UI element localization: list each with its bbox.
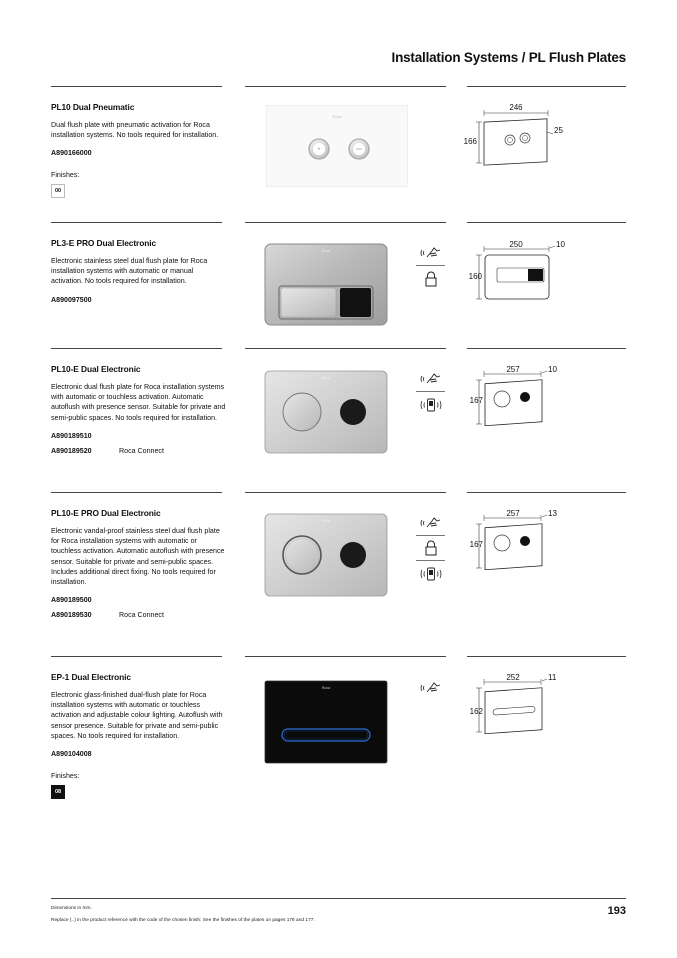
lock-icon xyxy=(416,536,445,561)
feature-icons xyxy=(416,367,445,417)
product-description: Electronic stainless steel dual flush plate for Roca installation systems with automatic or manual activation. No tools required for installation. xyxy=(51,257,208,286)
footnote-finish-code: Replace (..) in the product reference with the code of the chosen finish: See the finishes of the plates on pages 176 and 177. xyxy=(51,918,315,923)
product-title: PL10 Dual Pneumatic xyxy=(51,102,135,112)
product-pl10-dual-pneumatic xyxy=(51,86,626,216)
reference-row xyxy=(51,608,226,623)
divider xyxy=(416,348,445,349)
product-description: Dual flush plate with pneumatic activation for Roca installation systems. No tools required for installation. xyxy=(51,121,219,140)
touchless-activation-icon xyxy=(416,241,445,266)
divider xyxy=(467,656,626,657)
footnote-dimensions: Dimensions in mm. xyxy=(51,906,92,911)
finish-swatch: 00 xyxy=(51,184,65,198)
divider xyxy=(416,222,445,223)
divider xyxy=(467,492,626,493)
reference-note: Roca Connect xyxy=(119,446,164,455)
divider xyxy=(245,86,446,87)
divider xyxy=(416,492,445,493)
product-title: PL10-E PRO Dual Electronic xyxy=(51,508,161,518)
dimension-drawing xyxy=(467,506,587,581)
product-description: Electronic vandal-proof stainless steel dual flush plate for Roca installation systems with automatic or touchless activation. Automatic autoflush with presence sensor. Suitable for private and semi-public spaces. Includes additional direct fixing. No tools required for installation. xyxy=(51,527,225,587)
page-number: 193 xyxy=(607,905,626,917)
product-description: Electronic dual flush plate for Roca installation systems with automatic or touchless activation. Automatic autoflush with presence sensor. Suitable for private and semi-public spaces. No tools required for installation. xyxy=(51,383,226,422)
dimension-width: 257 xyxy=(506,509,520,518)
dimension-depth: 13 xyxy=(548,509,557,518)
divider xyxy=(51,222,222,223)
product-description: Electronic glass-finished dual-flush plate for Roca installation systems with automatic or touchless activation and adjustable colour lighting. Autoflush with sensor presence. Suitable for private and semi-public spaces. No tools required for installation. xyxy=(51,691,223,740)
reference-code: A890097500 xyxy=(51,295,92,304)
finish-swatch: 08 xyxy=(51,785,65,799)
product-ep-1 xyxy=(51,656,626,816)
product-title: PL10-E Dual Electronic xyxy=(51,364,141,374)
brand-logo: Roca xyxy=(321,376,331,380)
dimension-depth: 10 xyxy=(556,240,565,249)
brand-logo: Roca xyxy=(321,519,331,523)
dimension-depth: 10 xyxy=(548,365,557,374)
reference-row xyxy=(51,429,226,444)
divider xyxy=(467,86,626,87)
feature-icons xyxy=(416,675,445,700)
brand-logo: Roca xyxy=(321,686,331,690)
divider xyxy=(51,656,222,657)
reference-row xyxy=(51,293,226,308)
dimension-drawing xyxy=(463,100,587,175)
dimension-height: 167 xyxy=(469,396,483,405)
reference-row xyxy=(51,146,226,161)
product-pl10-e xyxy=(51,348,626,488)
reference-code: A890166000 xyxy=(51,149,92,158)
dimension-drawing xyxy=(467,237,587,312)
product-photo xyxy=(264,370,388,459)
finishes-label: Finishes: xyxy=(51,171,80,180)
dimension-width: 257 xyxy=(506,365,520,374)
product-photo xyxy=(266,105,408,192)
brand-logo: Roca xyxy=(321,249,331,253)
product-pl10-e-pro xyxy=(51,492,626,652)
feature-icons xyxy=(416,241,445,291)
dimension-width: 250 xyxy=(509,240,523,249)
divider xyxy=(416,656,445,657)
reference-code: A890189520 xyxy=(51,446,92,455)
reference-note: Roca Connect xyxy=(119,611,164,620)
reference-row xyxy=(51,747,226,762)
reference-code: A890189500 xyxy=(51,596,92,605)
touchless-activation-icon xyxy=(416,675,445,700)
dimension-height: 167 xyxy=(469,540,483,549)
dimension-height: 160 xyxy=(468,272,482,281)
touchless-activation-icon xyxy=(416,367,445,392)
product-photo xyxy=(264,243,388,331)
touchless-activation-icon xyxy=(416,511,445,536)
dimension-depth: 11 xyxy=(548,673,557,682)
divider xyxy=(467,222,626,223)
product-pl3-e-pro xyxy=(51,222,626,342)
dimension-drawing xyxy=(467,670,587,745)
svg-text:+: + xyxy=(317,147,321,153)
divider xyxy=(51,492,222,493)
dimension-height: 162 xyxy=(469,707,483,716)
product-title: EP-1 Dual Electronic xyxy=(51,672,131,682)
lock-icon xyxy=(416,266,445,291)
reference-row xyxy=(51,444,226,459)
connected-device-icon xyxy=(416,561,445,586)
divider xyxy=(467,348,626,349)
finishes-label: Finishes: xyxy=(51,772,80,781)
footer-divider xyxy=(51,898,626,899)
dimension-width: 252 xyxy=(506,673,520,682)
product-title: PL3-E PRO Dual Electronic xyxy=(51,238,157,248)
divider xyxy=(51,86,222,87)
dimension-drawing xyxy=(467,362,587,437)
brand-logo: Roca xyxy=(332,114,342,119)
reference-code: A890189530 xyxy=(51,611,92,620)
dimension-width: 246 xyxy=(509,103,523,112)
product-photo xyxy=(264,513,388,602)
reference-row xyxy=(51,593,226,608)
connected-device-icon xyxy=(416,392,445,417)
divider xyxy=(51,348,222,349)
product-photo xyxy=(264,680,388,769)
dimension-height: 166 xyxy=(463,137,477,146)
dimension-depth: 25 xyxy=(554,126,563,135)
page-title: Installation Systems / PL Flush Plates xyxy=(391,50,626,65)
feature-icons xyxy=(416,511,445,586)
reference-code: A890189510 xyxy=(51,431,92,440)
reference-code: A890104008 xyxy=(51,750,92,759)
